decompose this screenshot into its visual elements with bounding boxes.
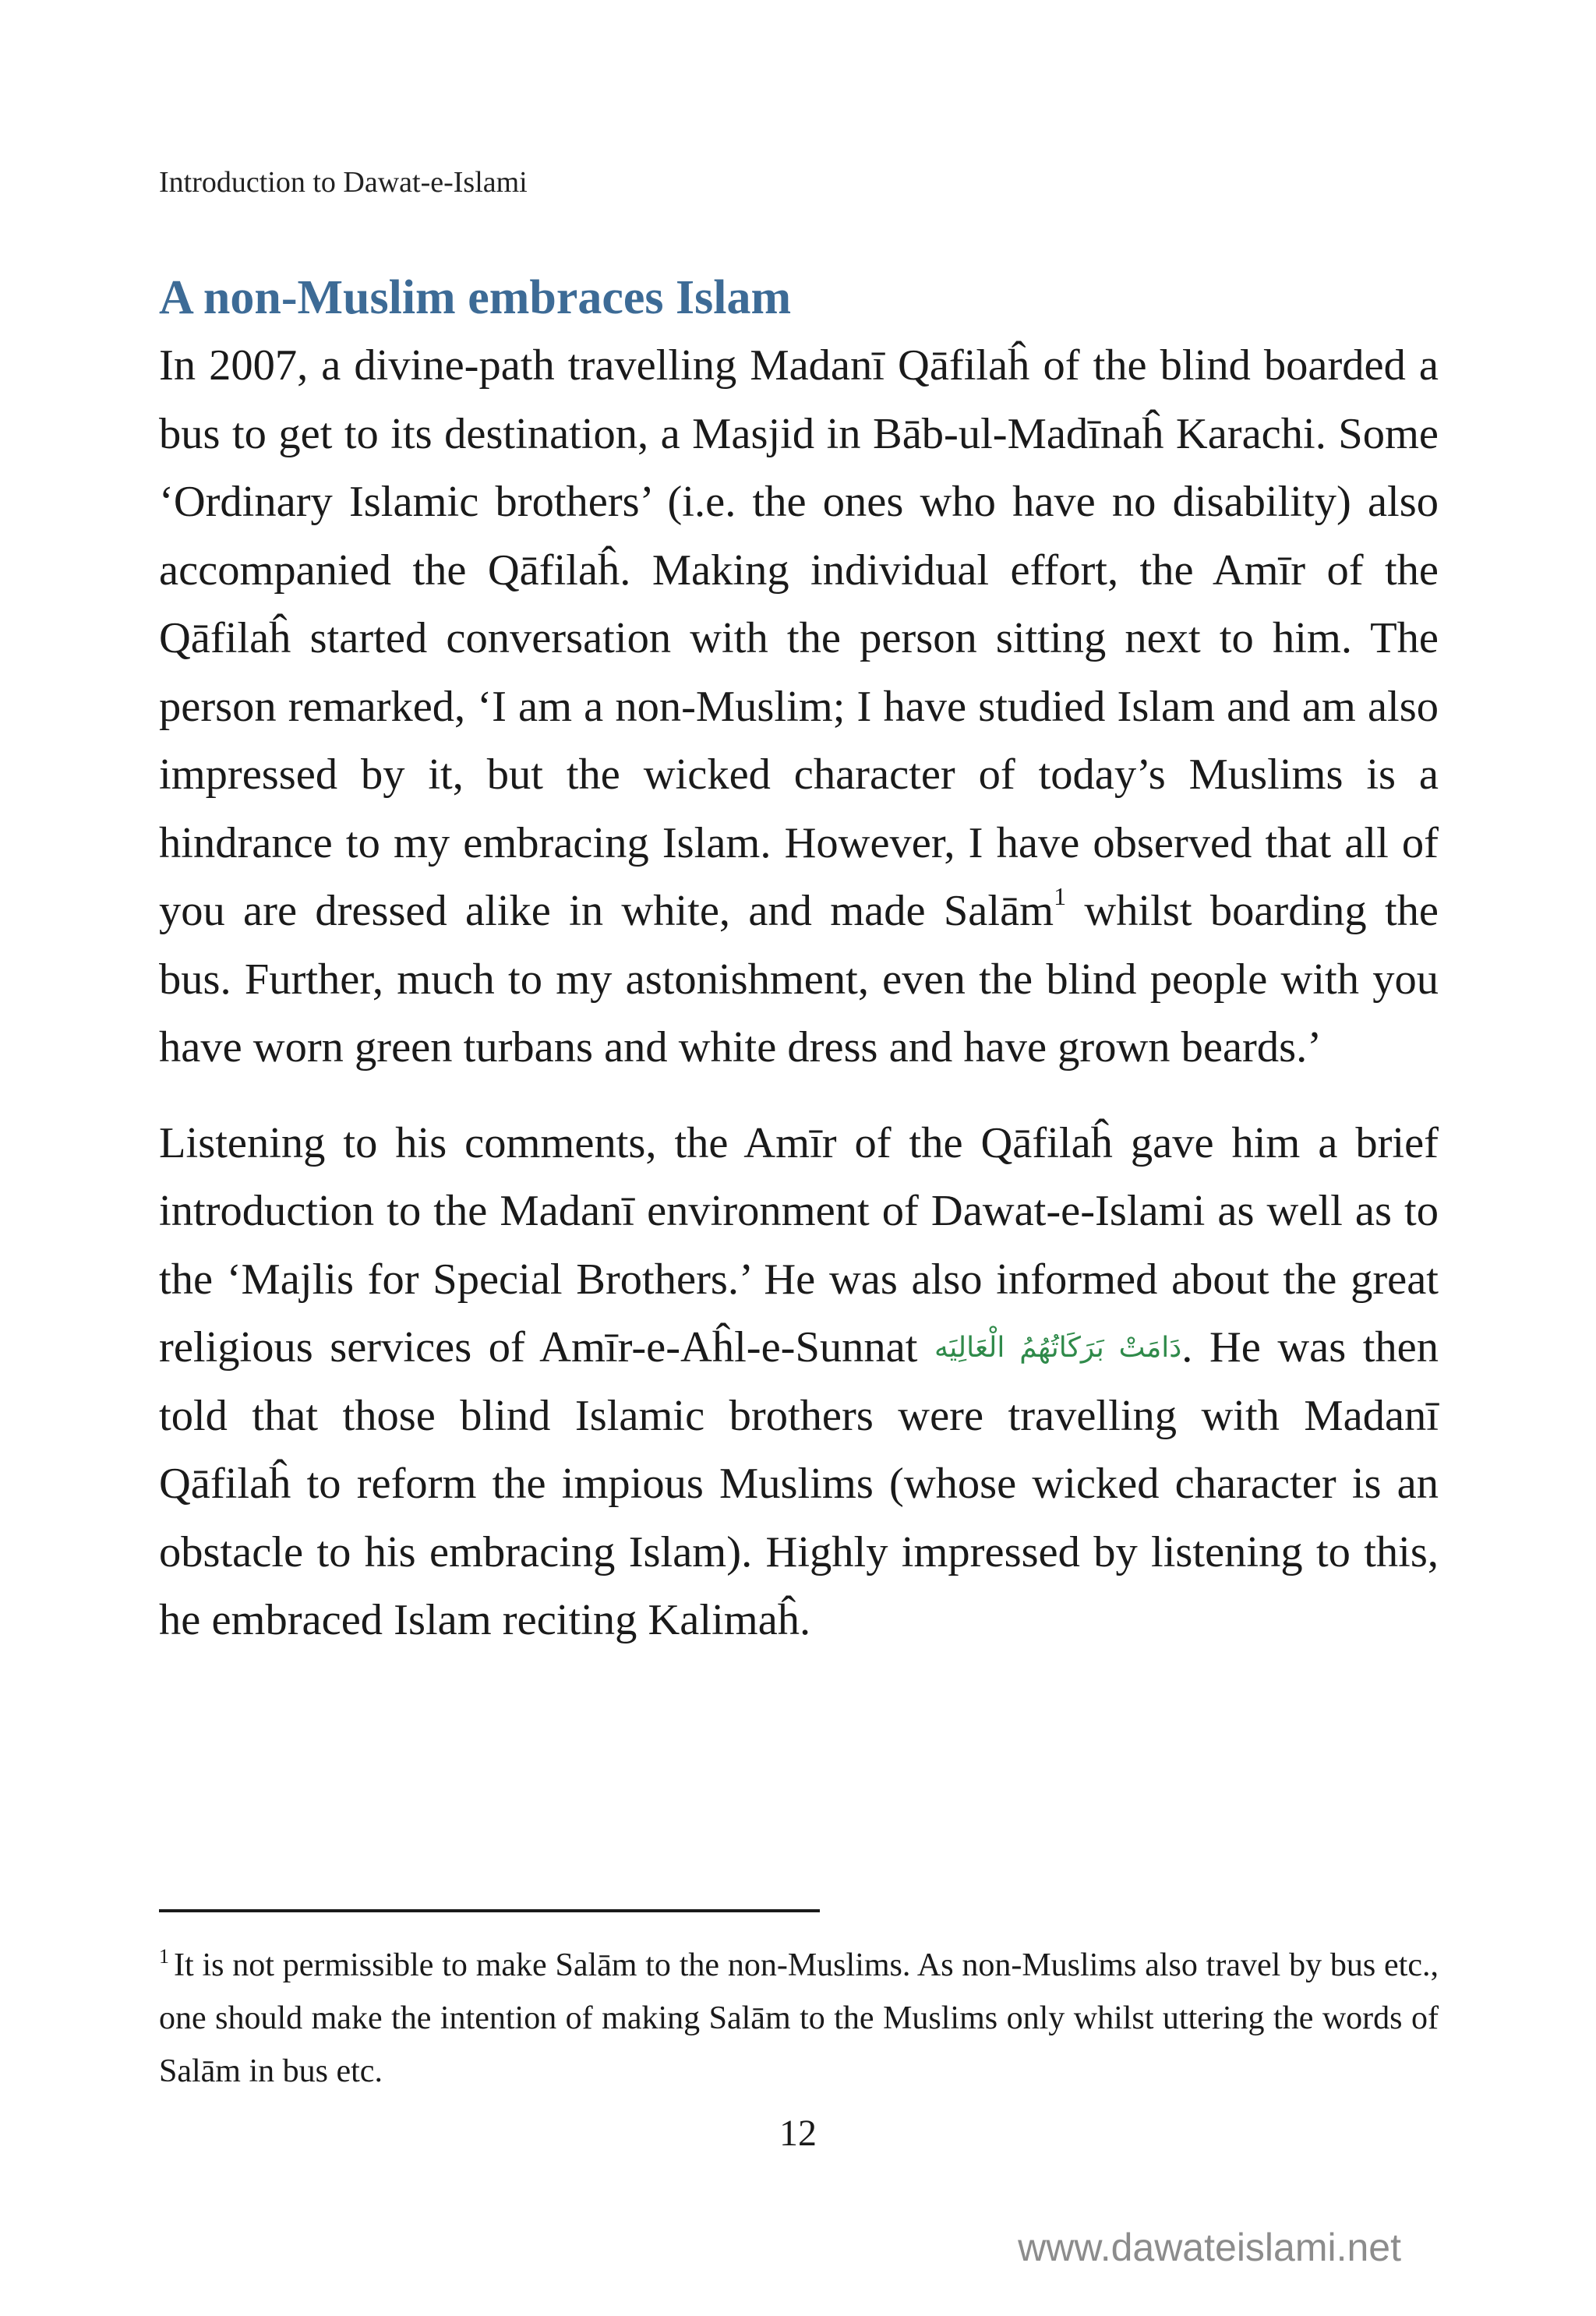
paragraph-1-text-b: whilst boarding the bus. Further, much to my astonishment, even the blind people with you have worn green turbans and white dress and have grown beards.’ [159, 887, 1439, 1072]
website-watermark: www.dawateislami.net [1018, 2226, 1401, 2269]
story-paragraph-2 [159, 1110, 1439, 1655]
footnote-reference: 1 [1054, 882, 1067, 910]
section-heading: A non-Muslim embraces Islam [159, 271, 792, 324]
footnote-number: 1 [159, 1945, 169, 1968]
main-content [159, 263, 1439, 1655]
arabic-honorific: دَامَتْ بَرَكَاتُهُمُ الْعَالِيَه [934, 1332, 1182, 1364]
page-number: 12 [779, 2113, 817, 2154]
footnote-divider [159, 1909, 820, 1912]
paragraph-1-text-a: In 2007, a divine-path travelling Madanī Qāfilaĥ of the blind boarded a bus to get to its destination, a Masjid in Bāb-ul-Madīnaĥ Karachi. Some ‘Ordinary Islamic brothers’ (i.e. the ones who have no disability) also accompanied the Qāfilaĥ. Making individual effort, the Amīr of the Qāfilaĥ started conversation with the person sitting next to him. The person remarked, ‘I am a non-Muslim; I have studied Islam and am also impressed by it, but the wicked character of today’s Muslims is a hindrance to my embracing Islam. However, I have observed that all of you are dressed alike in white, and made Salām [159, 341, 1439, 935]
running-header: Introduction to Dawat-e-Islami [159, 166, 528, 199]
footnote [159, 1939, 1439, 2098]
paragraph-2-text-a: Listening to his comments, the Amīr of the Qāfilaĥ gave him a brief introduction to the Madanī environment of Dawat-e-Islami as well as to the ‘Majlis for Special Brothers.’ He was also informed about the great religious services of Amīr-e-Aĥl-e-Sunnat [159, 1118, 1439, 1372]
paragraph-2-text-b: . He was then told that those blind Islamic brothers were travelling with Madanī Qāfilaĥ to reform the impious Muslims (whose wicked character is an obstacle to his embracing Islam). Highly impressed by listening to this, he embraced Islam reciting Kalimaĥ. [159, 1323, 1439, 1644]
story-paragraph-1 [159, 332, 1439, 1082]
footnote-text: It is not permissible to make Salām to the non-Muslims. As non-Muslims also travel by bus etc., one should make the intention of making Salām to the Muslims only whilst uttering the words of Salām in bus etc. [159, 1947, 1439, 2089]
